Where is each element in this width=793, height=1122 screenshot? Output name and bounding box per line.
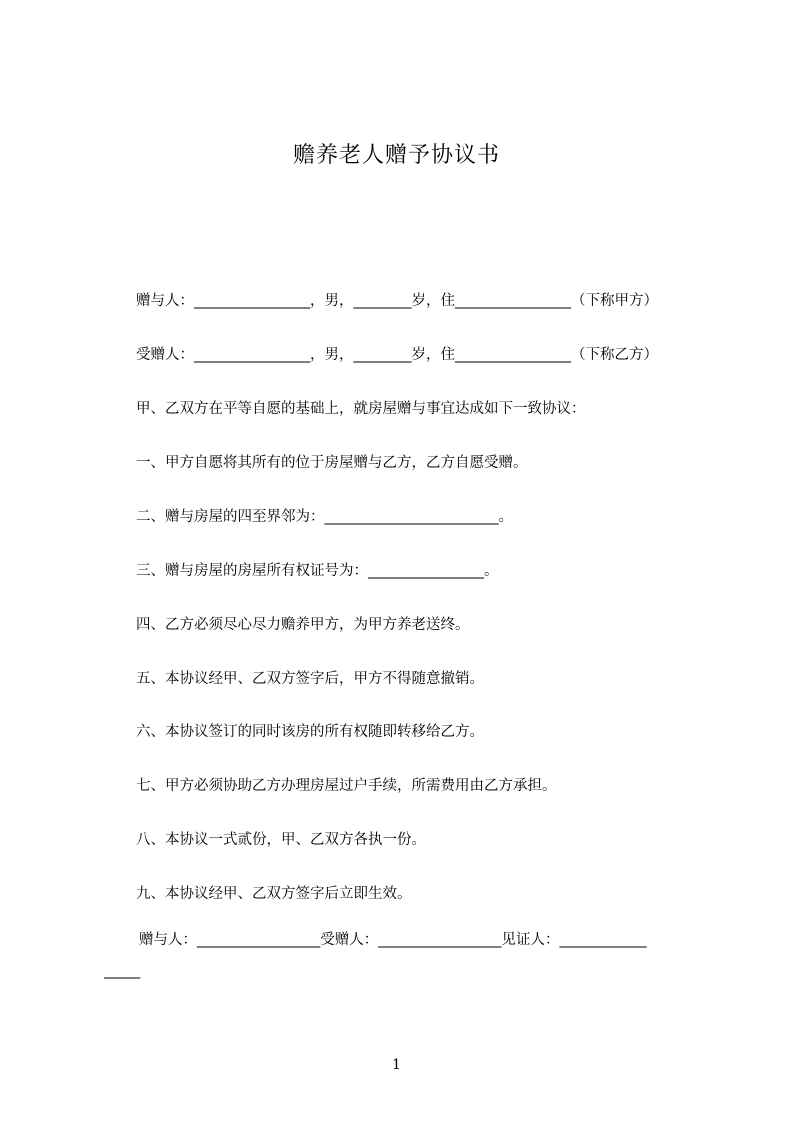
page-number: 1 (392, 1057, 401, 1073)
clause-4: 四、乙方必须尽心尽力赡养甲方，为甲方养老送终。 (136, 617, 470, 633)
clause-2: 二、赠与房屋的四至界邻为：________________________。 (136, 509, 513, 525)
clause-1: 一、甲方自愿将其所有的位于房屋赠与乙方，乙方自愿受赠。 (136, 455, 528, 471)
clause-3: 三、赠与房屋的房屋所有权证号为：________________。 (136, 563, 499, 579)
signature-line: 赠与人：_________________受赠人：_________________见证人：____________ (139, 932, 647, 948)
clause-6: 六、本协议签订的同时该房的所有权随即转移给乙方。 (136, 724, 484, 740)
signature-continuation: _____ (104, 963, 141, 979)
document-title: 赡养老人赠予协议书 (292, 143, 500, 168)
clause-5: 五、本协议经甲、乙双方签字后，甲方不得随意撤销。 (136, 671, 484, 687)
intro-paragraph: 甲、乙双方在平等自愿的基础上，就房屋赠与事宜达成如下一致协议： (136, 401, 586, 417)
donor-line: 赠与人：________________，男，________岁，住________________（下称甲方） (136, 293, 658, 309)
clause-9: 九、本协议经甲、乙双方签字后立即生效。 (136, 886, 412, 902)
donee-line: 受赠人：________________，男，________岁，住________________（下称乙方） (136, 347, 658, 363)
clause-7: 七、甲方必须协助乙方办理房屋过户手续，所需费用由乙方承担。 (136, 778, 557, 794)
clause-8: 八、本协议一式贰份，甲、乙双方各执一份。 (136, 832, 426, 848)
